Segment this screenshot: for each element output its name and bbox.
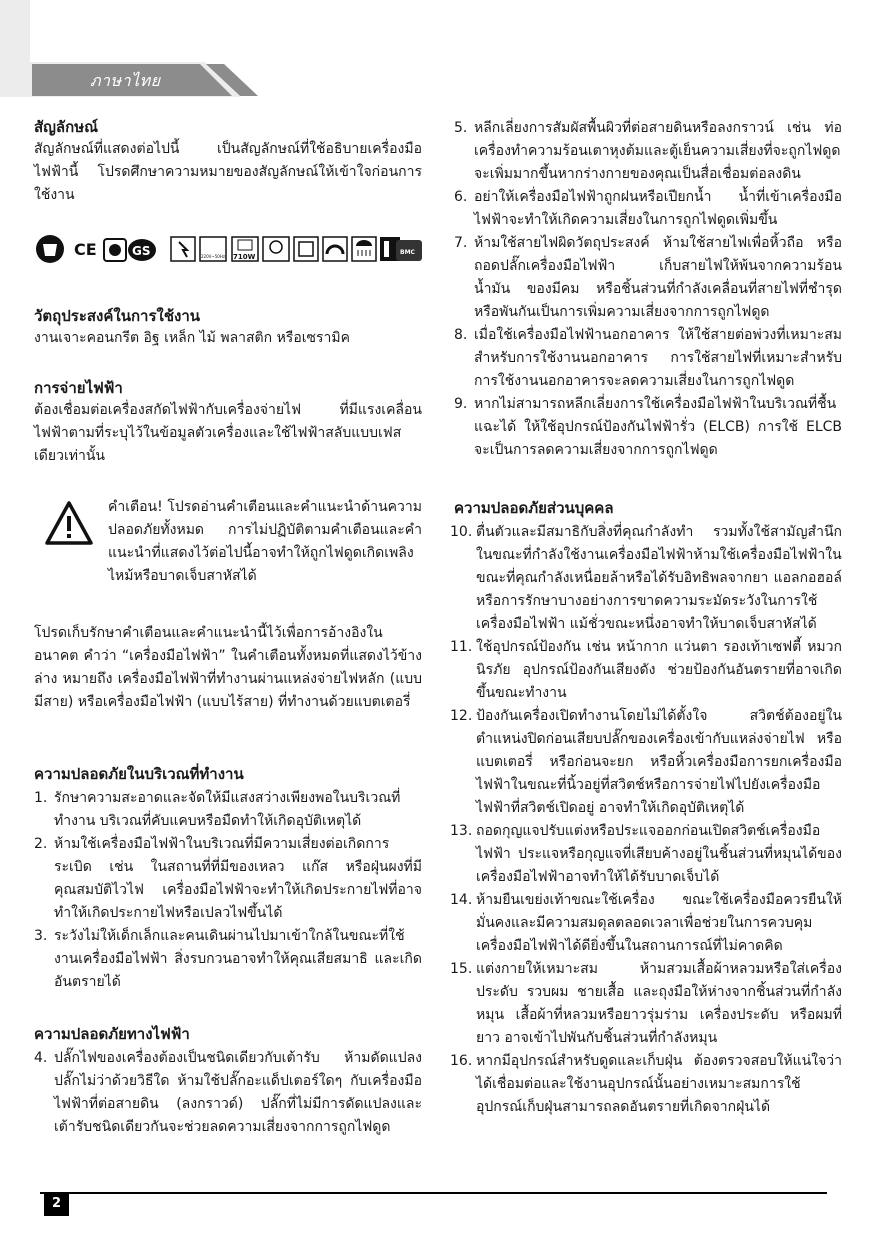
svg-text:CE: CE: [74, 240, 97, 259]
list-item: 1. รักษาความสะอาดและจัดให้มีแสงสว่างเพียงพอในบริเวณที่ทำงาน บริเวณที่คับแคบหรือมืดทำให้เกิดอุบัติเหตุได้: [34, 790, 401, 829]
ce-mark-icon: [74, 240, 97, 259]
list-item: 7. ห้ามใช้สายไฟผิดวัตถุประสงค์ ห้ามใช้สายไฟเพื่อหิ้วถือ หรือถอดปลั๊กเครื่องมือไฟฟ้า เก็บสายไฟให้พ้นจากความร้อน น้ำมัน ของมีคม หรือชิ้นส่วนที่กำลังเคลื่อนที่สายไฟที่ชำรุดหรือพันกันเป็นการเพิ่มความเสี่ยงจากการถูกไฟดูด: [454, 235, 842, 320]
list-item: 10. ตื่นตัวและมีสมาธิกับสิ่งที่คุณกำลังทำ รวมทั้งใช้สามัญสำนึกในขณะที่กำลังใช้งานเครื่องมือไฟฟ้าห้ามใช้เครื่องมือไฟฟ้าในขณะที่คุณกำลังเหนื่อยล้าหรือได้รับอิทธิพลจากยา แอลกอฮอล์ หรือการรักษาบางอย่างการขาดความระมัดระวังในการใช้เครื่องมือไฟฟ้า แม้ชั่วขณะหนึ่งอาจทำให้บาดเจ็บสาหัสได้: [450, 524, 842, 632]
warning-triangle-icon: [44, 500, 94, 546]
no-bin-icon: [36, 235, 64, 263]
language-label: ภาษาไทย: [90, 71, 161, 90]
list-item: 16. หากมีอุปกรณ์สำหรับดูดและเก็บฝุ่น ต้องตรวจสอบให้แน่ใจว่าได้เชื่อมต่อและใช้งานอุปกรณ์นั้นอย่างเหมาะสมการใช้อุปกรณ์เก็บฝุ่นสามารถลดอันตรายที่เกิดจากฝุ่นได้: [450, 1053, 842, 1115]
list-item: 11. ใช้อุปกรณ์ป้องกัน เช่น หน้ากาก แว่นตา รองเท้าเซฟตี้ หมวกนิรภัย อุปกรณ์ป้องกันเสียงดัง ช่วยป้องกันอันตรายที่อาจเกิดขึ้นขณะทำงาน: [450, 639, 842, 701]
carry-case-icon: [396, 240, 422, 261]
tuv-icon: [104, 239, 126, 261]
intended-use-title: วัตถุประสงค์ในการใช้งาน: [34, 307, 201, 325]
keep-notice-body: โปรดเก็บรักษาคำเตือนและคำแนะนำนี้ไว้เพื่อการอ้างอิงในอนาคต คำว่า “เครื่องมือไฟฟ้า” ในคำเตือนทั้งหมดที่แสดงไว้ข้างล่าง หมายถึง เครื่องมือไฟฟ้าที่ทำงานผ่านแหล่งจ่ายไฟหลัก (แบบมีสาย) หรือเครื่องมือไฟฟ้า (แบบไร้สาย) ที่ทำงานด้วยแบตเตอรี่: [34, 625, 422, 710]
list-item: 12. ป้องกันเครื่องเปิดทำงานโดยไม่ได้ตั้งใจ สวิตช์ต้องอยู่ในตำแหน่งปิดก่อนเสียบปลั๊กของเครื่องเข้ากับแหล่งจ่ายไฟ หรือแบตเตอรี่ หรือก่อนจะยก หรือหิ้วเครื่องมือการยกเครื่องมือไฟฟ้าในขณะที่นิ้วอยู่ที่สวิตช์หรือการจ่ายไฟไปยังเครื่องมือไฟฟ้าที่สวิตช์เปิดอยู่ อาจทำให้เกิดอุบัติเหตุได้: [450, 708, 842, 816]
work-area-section: [34, 764, 422, 994]
symbols-body: สัญลักษณ์ที่แสดงต่อไปนี้ เป็นสัญลักษณ์ที่ใช้อธิบายเครื่องมือไฟฟ้านี้ โปรดศึกษาความหมายของสัญลักษณ์ให้เข้าใจก่อนการใช้งาน: [34, 141, 422, 203]
frequency-label: 220V~50Hz: [201, 254, 225, 259]
keep-notice-section: [34, 622, 422, 714]
power-label: 710W: [233, 253, 256, 261]
list-item: 15. แต่งกายให้เหมาะสม ห้ามสวมเสื้อผ้าหลวมหรือใส่เครื่องประดับ รวบผม ชายเสื้อ และถุงมือให้ห่างจากชิ้นส่วนที่กำลังหมุน เสื้อผ้าที่หลวมหรือยาวรุ่มร่าม เครื่องประดับ หรือผมที่ยาว อาจเข้าไปพันกับชิ้นส่วนที่กำลังหมุน: [450, 961, 842, 1046]
list-item: 13. ถอดกุญแจปรับแต่งหรือประแจออกก่อนเปิดสวิตช์เครื่องมือไฟฟ้า ประแจหรือกุญแจที่เสียบค้างอยู่ในชิ้นส่วนที่หมุนได้ของเครื่องมือไฟฟ้าอาจทำให้ได้รับบาดเจ็บได้: [450, 823, 842, 885]
intended-use-section: [34, 306, 422, 350]
electrical-title: ความปลอดภัยทางไฟฟ้า: [34, 1025, 190, 1043]
list-item: 2. ห้ามใช้เครื่องมือไฟฟ้าในบริเวณที่มีความเสี่ยงต่อเกิดการระเบิด เช่น ในสถานที่ที่มีของเหลว แก๊ส หรือฝุ่นผงที่มีคุณสมบัติไวไฟ เครื่องมือไฟฟ้าจะทำให้เกิดประกายไฟที่อาจทำให้เกิดประกายไฟหรือเปลวไฟขึ้นได้: [34, 836, 422, 921]
warning-block: [108, 496, 422, 588]
warning-text: คำเตือน! โปรดอ่านคำเตือนและคำแนะนำด้านความปลอดภัยทั้งหมด การไม่ปฏิบัติตามคำเตือนและคำแนะนำที่แสดงไว้ต่อไปนี้อาจทำให้ถูกไฟดูดเกิดเพลิงไหม้หรือบาดเจ็บสาหัสได้: [108, 499, 422, 584]
personal-safety-section: [450, 498, 842, 1119]
symbol-icons-row: [34, 232, 424, 266]
voltage-icon: [171, 237, 195, 261]
power-supply-title: การจ่ายไฟฟ้า: [34, 379, 123, 397]
list-item: 5. หลีกเลี่ยงการสัมผัสพื้นผิวที่ต่อสายดินหรือลงกราวน์ เช่น ท่อ เครื่องทำความร้อนเตาหุงต้มและตู้เย็นความเสี่ยงที่จะถูกไฟดูด จะเพิ่มมากขึ้นหากร่างกายของคุณเป็นสื่อเชื่อมต่อลงดิน: [454, 120, 842, 182]
footer-rule: [40, 1192, 827, 1194]
intended-use-body: งานเจาะคอนกรีต อิฐ เหล็ก ไม้ พลาสติก หรือเซรามิค: [34, 330, 350, 346]
page-number: 2: [44, 1192, 69, 1216]
speed-icon: [263, 237, 289, 261]
electrical-section-right: [454, 117, 842, 462]
frequency-icon: [200, 237, 226, 261]
list-item: 8. เมื่อใช้เครื่องมือไฟฟ้านอกอาคาร ให้ใช้สายต่อพ่วงที่เหมาะสมสำหรับการใช้งานนอกอาคาร การใช้สายไฟที่เหมาะสำหรับการใช้งานนอกอาคารจะลดความเสี่ยงในการถูกไฟดูด: [454, 327, 842, 389]
power-supply-body: ต้องเชื่อมต่อเครื่องสกัดไฟฟ้ากับเครื่องจ่ายไฟ ที่มีแรงเคลื่อนไฟฟ้าตามที่ระบุไว้ในข้อมูลตัวเครื่องและใช้ไฟฟ้าสลับแบบเฟสเดียวเท่านั้น: [34, 402, 422, 464]
work-area-title: ความปลอดภัยในบริเวณที่ทำงาน: [34, 765, 244, 783]
rain-icon: [352, 237, 376, 261]
list-item: 14. ห้ามยืนเขย่งเท้าขณะใช้เครื่อง ขณะใช้เครื่องมือควรยืนให้มั่นคงและมีความสมดุลตลอดเวลาเพื่อช่วยในการควบคุมเครื่องมือไฟฟ้าได้ดียิ่งขึ้นในสถานการณ์ที่ไม่คาดคิด: [450, 892, 842, 954]
svg-text:GS: GS: [132, 244, 151, 258]
power-supply-section: [34, 378, 422, 468]
symbols-title: สัญลักษณ์: [34, 118, 99, 136]
double-insulation-icon: [294, 237, 318, 261]
ear-protection-icon: [323, 237, 347, 261]
power-icon: [232, 237, 258, 261]
list-item: 4. ปลั๊กไฟของเครื่องต้องเป็นชนิดเดียวกับเต้ารับ ห้ามดัดแปลงปลั๊กไม่ว่าด้วยวิธีใด ห้ามใช้ปลั๊กอะแด็ปเตอร์ใดๆ กับเครื่องมือไฟฟ้าที่ต่อสายดิน (ลงกราวด์) ปลั๊กที่ไม่มีการดัดแปลงและเต้ารับชนิดเดียวกันจะช่วยลดความเสี่ยงจากการถูกไฟดูด: [34, 1050, 422, 1135]
electrical-section-left: [34, 1024, 422, 1139]
symbols-section: [34, 117, 422, 207]
bmc-label: BMC: [400, 249, 415, 256]
list-item: 3. ระวังไม่ให้เด็กเล็กและคนเดินผ่านไปมาเข้าใกล้ในขณะที่ใช้งานเครื่องมือไฟฟ้า สิ่งรบกวนอาจทำให้คุณเสียสมาธิ และเกิดอันตรายได้: [34, 928, 422, 990]
list-item: 9. หากไม่สามารถหลีกเลี่ยงการใช้เครื่องมือไฟฟ้าในบริเวณที่ชื้นแฉะได้ ให้ใช้อุปกรณ์ป้องกันไฟฟ้ารั่ว (ELCB) การใช้ ELCB จะเป็นการลดความเสี่ยงจากการถูกไฟดูด: [454, 396, 842, 458]
personal-safety-title: ความปลอดภัยส่วนบุคคล: [454, 499, 614, 517]
list-item: 6. อย่าให้เครื่องมือไฟฟ้าถูกฝนหรือเปียกน้ำ น้ำที่เข้าเครื่องมือไฟฟ้าจะทำให้เกิดความเสี่ยงในการถูกไฟดูดเพิ่มขึ้น: [454, 189, 842, 228]
gs-mark-icon: [128, 239, 156, 261]
